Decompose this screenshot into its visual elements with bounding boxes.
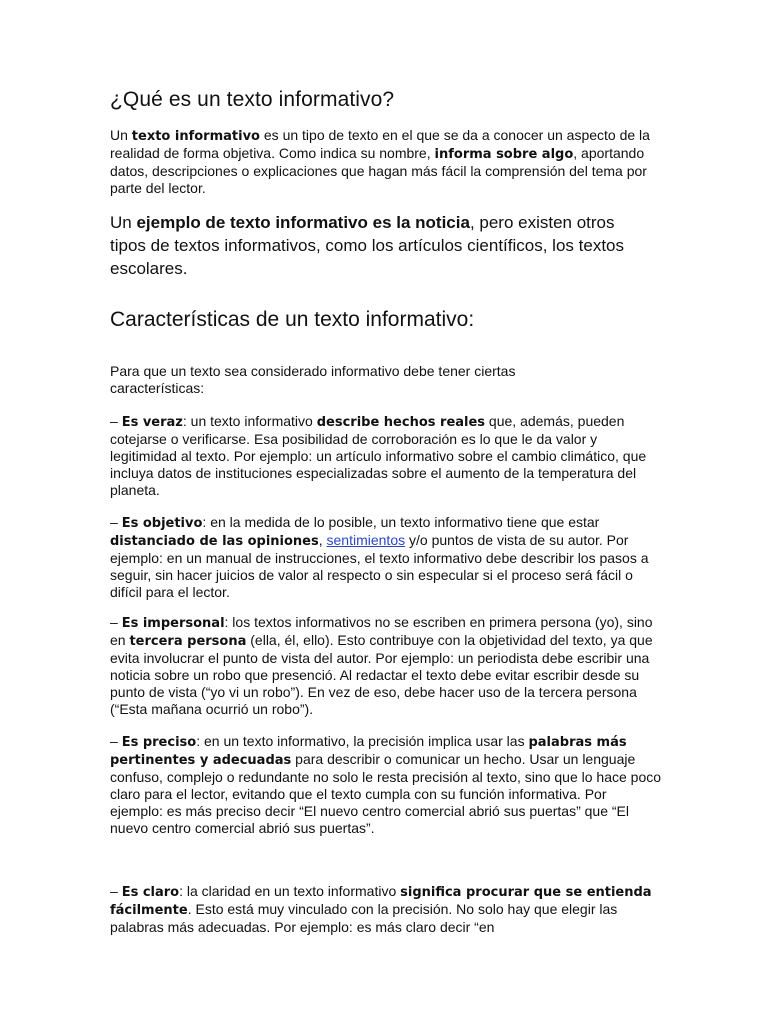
text-run: : la claridad en un texto informativo: [179, 883, 401, 899]
item-label: Es claro: [121, 885, 180, 900]
bold-term: tercera persona: [129, 634, 247, 649]
section-intro: Para que un texto sea considerado informativo debe tener ciertas características:: [110, 363, 516, 396]
item-preciso: [110, 733, 662, 837]
text-run: . Esto está muy vinculado con la precisión. No solo hay que elegir las palabras más adecuadas. Por ejemplo: es más claro decir “en: [110, 901, 618, 935]
bold-term: describe hechos reales: [316, 415, 486, 430]
item-label: Es objetivo: [121, 516, 203, 531]
text-run: es un tipo de texto en el que se da a conocer un aspecto de la realidad de forma objetiva. Como indica su nombre,: [110, 127, 650, 161]
sentimientos-link[interactable]: sentimientos: [326, 532, 406, 548]
text-run: : los textos informativos no se escriben en primera persona (yo), sino en: [110, 614, 653, 648]
item-label: Es veraz: [121, 415, 183, 430]
bold-term: palabras más pertinentes y adecuadas: [110, 735, 627, 768]
text-run: que, además, pueden cotejarse o verificarse. Esa posibilidad de corroboración es lo que le da valor y legitimidad al texto. Por ejemplo: un artículo informativo sobre el cambio climático, que incluya datos de instituciones especializadas sobre el aumento de la temperatura del planeta.: [110, 413, 647, 498]
item-objetivo: [110, 514, 662, 601]
dash: –: [110, 514, 122, 530]
text-run: , pero existen otros tipos de textos informativos, como los artículos científicos, los textos escolares.: [110, 213, 624, 278]
example-paragraph: [110, 211, 655, 280]
bold-term: ejemplo de texto informativo es la noticia: [136, 213, 470, 232]
text-run: ,: [318, 532, 327, 548]
dash: –: [110, 733, 122, 749]
bold-term: distanciado de las opiniones: [110, 534, 319, 549]
section-title: Características de un texto informativo:: [110, 308, 475, 331]
bold-term: texto informativo: [131, 129, 260, 144]
text-run: : un texto informativo: [182, 413, 317, 429]
text-run: : en la medida de lo posible, un texto informativo tiene que estar: [202, 514, 600, 530]
text-run: Un: [110, 127, 132, 143]
bold-term: informa sobre algo: [434, 147, 574, 162]
text-run: , aportando datos, descripciones o explicaciones que hagan más fácil la comprensión del tema por parte del lector.: [110, 145, 647, 196]
item-impersonal: [110, 614, 662, 718]
text-run: (ella, él, ello). Esto contribuye con la objetividad del texto, ya que evita involucrar el punto de vista del autor. Por ejemplo: un periodista debe escribir una noticia sobre un robo que presenció. Al redactar el texto debe evitar escribir desde su punto de vista (“yo vi un robo”). En vez de eso, debe hacer uso de la tercera persona (“Esta mañana ocurrió un robo”).: [110, 632, 653, 717]
dash: –: [110, 614, 122, 630]
text-run: Un: [110, 213, 137, 232]
intro-paragraph: [110, 127, 662, 197]
text-run: y/o puntos de vista de su autor. Por ejemplo: en un manual de instrucciones, el texto informativo debe describir los pasos a seguir, sin hacer juicios de valor al respecto o sin especular si el proceso será fácil o difícil para el lector.: [110, 532, 649, 600]
text-run: : en un texto informativo, la precisión implica usar las: [196, 733, 529, 749]
text-run: para describir o comunicar un hecho. Usar un lenguaje confuso, complejo o redundante no solo le resta precisión al texto, sino que lo hace poco claro para el lector, evitando que el texto cumpla con su función informativa. Por ejemplo: es más preciso decir “El nuevo centro comercial abrió sus puertas” que “El nuevo centro comercial abrió sus puertas”.: [110, 751, 662, 836]
item-veraz: [110, 413, 662, 499]
item-label: Es preciso: [121, 735, 197, 750]
item-claro: [110, 883, 662, 936]
item-label: Es impersonal: [121, 616, 225, 631]
page-title: ¿Qué es un texto informativo?: [110, 88, 395, 111]
bold-term: significa procurar que se entienda fácilmente: [110, 885, 652, 918]
dash: –: [110, 883, 122, 899]
dash: –: [110, 413, 122, 429]
